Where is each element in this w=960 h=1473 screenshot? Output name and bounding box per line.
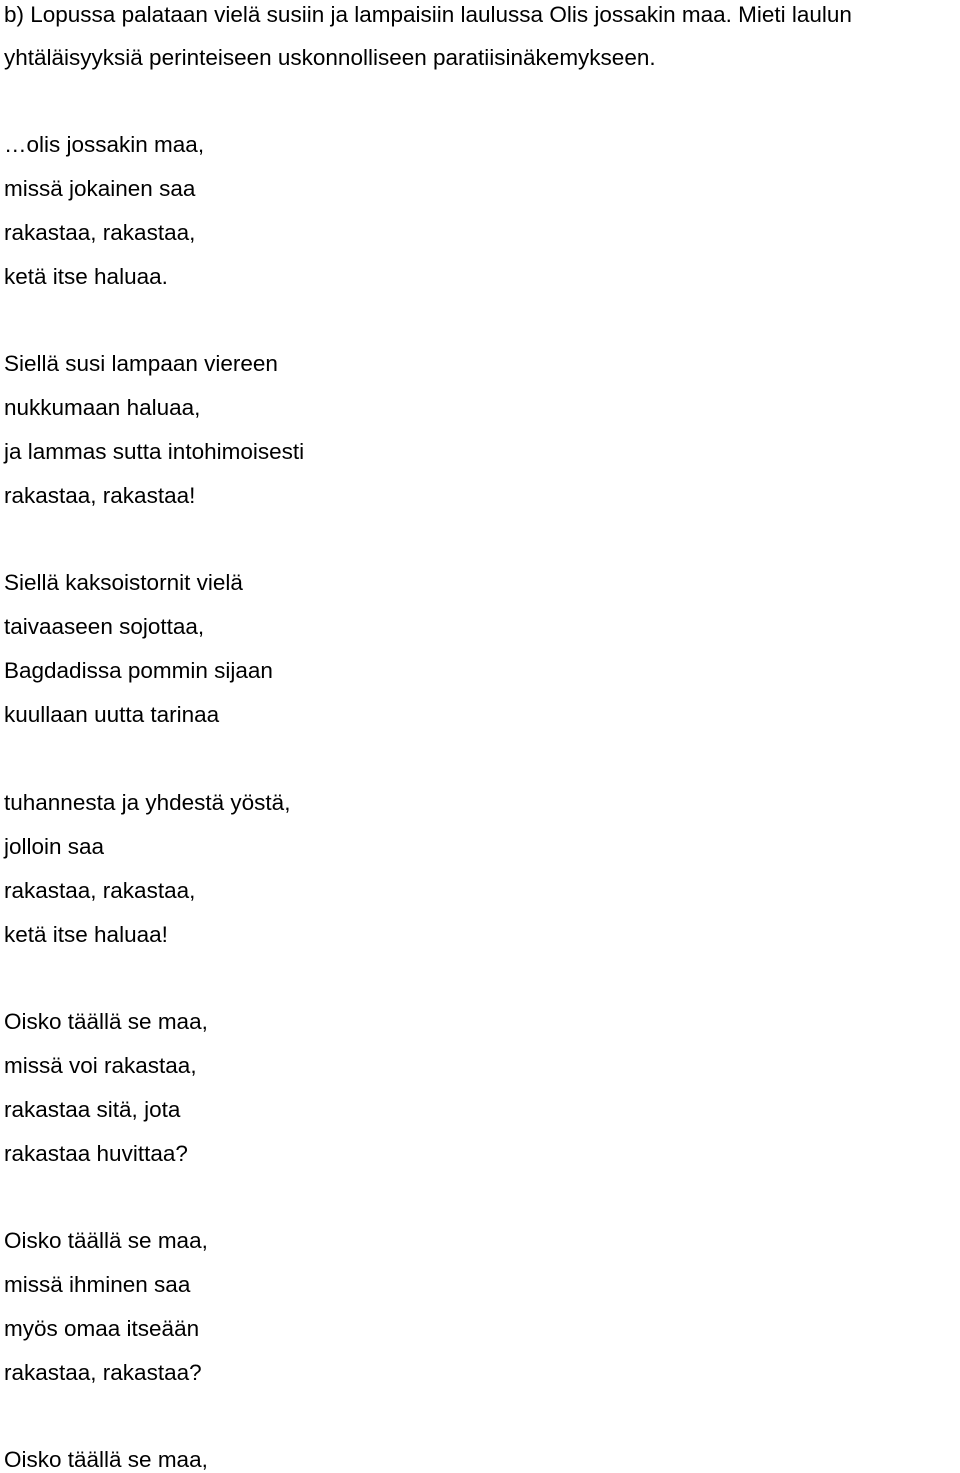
lyric-line: kuullaan uutta tarinaa bbox=[4, 702, 220, 727]
lyric-line: rakastaa sitä, jota bbox=[4, 1097, 181, 1122]
lyric-line: missä ihminen saa bbox=[4, 1272, 191, 1297]
lyric-line: Oisko täällä se maa, bbox=[4, 1009, 208, 1034]
lyric-line: myös omaa itseään bbox=[4, 1316, 200, 1341]
lyric-line: Siellä kaksoistornit vielä bbox=[4, 570, 243, 595]
lyric-line: jolloin saa bbox=[4, 834, 105, 859]
lyric-line: taivaaseen sojottaa, bbox=[4, 614, 205, 639]
lyric-line: ketä itse haluaa. bbox=[4, 264, 168, 289]
lyric-line: missä voi rakastaa, bbox=[4, 1053, 197, 1078]
lyric-line: missä jokainen saa bbox=[4, 176, 196, 201]
lyric-line: nukkumaan haluaa, bbox=[4, 395, 201, 420]
question-prompt-line-2: yhtäläisyyksiä perinteiseen uskonnolliseen paratiisinäkemykseen. bbox=[4, 45, 656, 70]
lyric-line: tuhannesta ja yhdestä yöstä, bbox=[4, 790, 291, 815]
lyric-line: Bagdadissa pommin sijaan bbox=[4, 658, 273, 683]
question-prompt-line-1: b) Lopussa palataan vielä susiin ja lampaisiin laulussa Olis jossakin maa. Mieti laulun bbox=[4, 2, 852, 27]
lyric-line: rakastaa, rakastaa! bbox=[4, 483, 196, 508]
lyric-line: rakastaa, rakastaa? bbox=[4, 1360, 202, 1385]
lyric-line: Oisko täällä se maa, bbox=[4, 1447, 208, 1472]
lyric-line: Oisko täällä se maa, bbox=[4, 1228, 208, 1253]
lyric-line: ja lammas sutta intohimoisesti bbox=[4, 439, 305, 464]
lyric-line: Siellä susi lampaan viereen bbox=[4, 351, 278, 376]
lyric-line: …olis jossakin maa, bbox=[4, 132, 205, 157]
lyric-line: rakastaa, rakastaa, bbox=[4, 878, 196, 903]
lyric-line: rakastaa huvittaa? bbox=[4, 1141, 188, 1166]
lyric-line: ketä itse haluaa! bbox=[4, 922, 168, 947]
lyric-line: rakastaa, rakastaa, bbox=[4, 220, 196, 245]
